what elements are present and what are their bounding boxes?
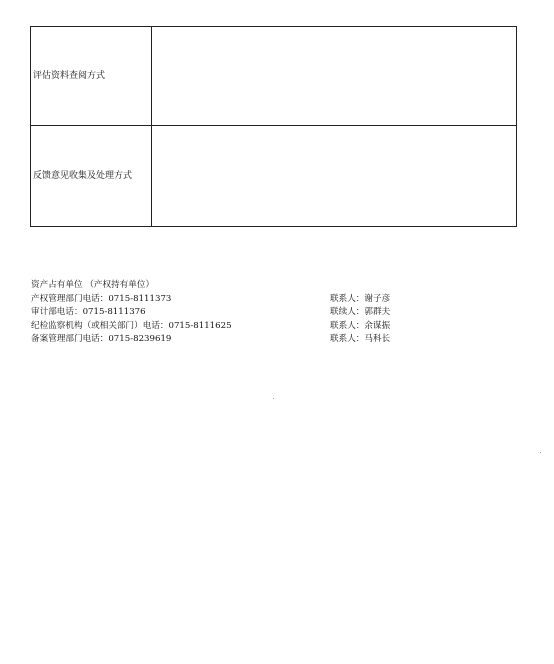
contact-person: 联系人：谢子彦	[330, 293, 391, 304]
scan-speck	[273, 398, 274, 399]
scan-speck	[540, 452, 541, 453]
contact-phone: 备案管理部门电话：0715-8239619	[31, 334, 172, 344]
row-value-feedback-method	[152, 126, 517, 227]
contact-phone: 纪检监察机构（或相关部门）电话：0715-8111625	[31, 320, 232, 331]
row-label-feedback-method: 反馈意见收集及处理方式	[31, 126, 152, 227]
contact-row	[31, 306, 451, 320]
table-row	[31, 27, 517, 126]
table-row	[31, 126, 517, 227]
row-value-review-method	[152, 27, 517, 126]
contact-person: 联续人：郭群夫	[330, 307, 391, 317]
contact-person: 联系人：余谋振	[330, 320, 391, 331]
contact-block	[31, 279, 451, 347]
contact-row	[31, 293, 451, 307]
contact-row	[31, 320, 451, 334]
contact-phone: 产权管理部门电话：0715-8111373	[31, 293, 172, 304]
row-label-review-method: 评估资料查阅方式	[31, 27, 152, 126]
contact-header: 资产占有单位 （产权持有单位）	[31, 280, 155, 290]
contact-row	[31, 333, 451, 347]
contact-person: 联系人：马科长	[330, 334, 391, 344]
info-table	[30, 26, 517, 227]
contact-phone: 审计部电话：0715-8111376	[31, 307, 146, 317]
